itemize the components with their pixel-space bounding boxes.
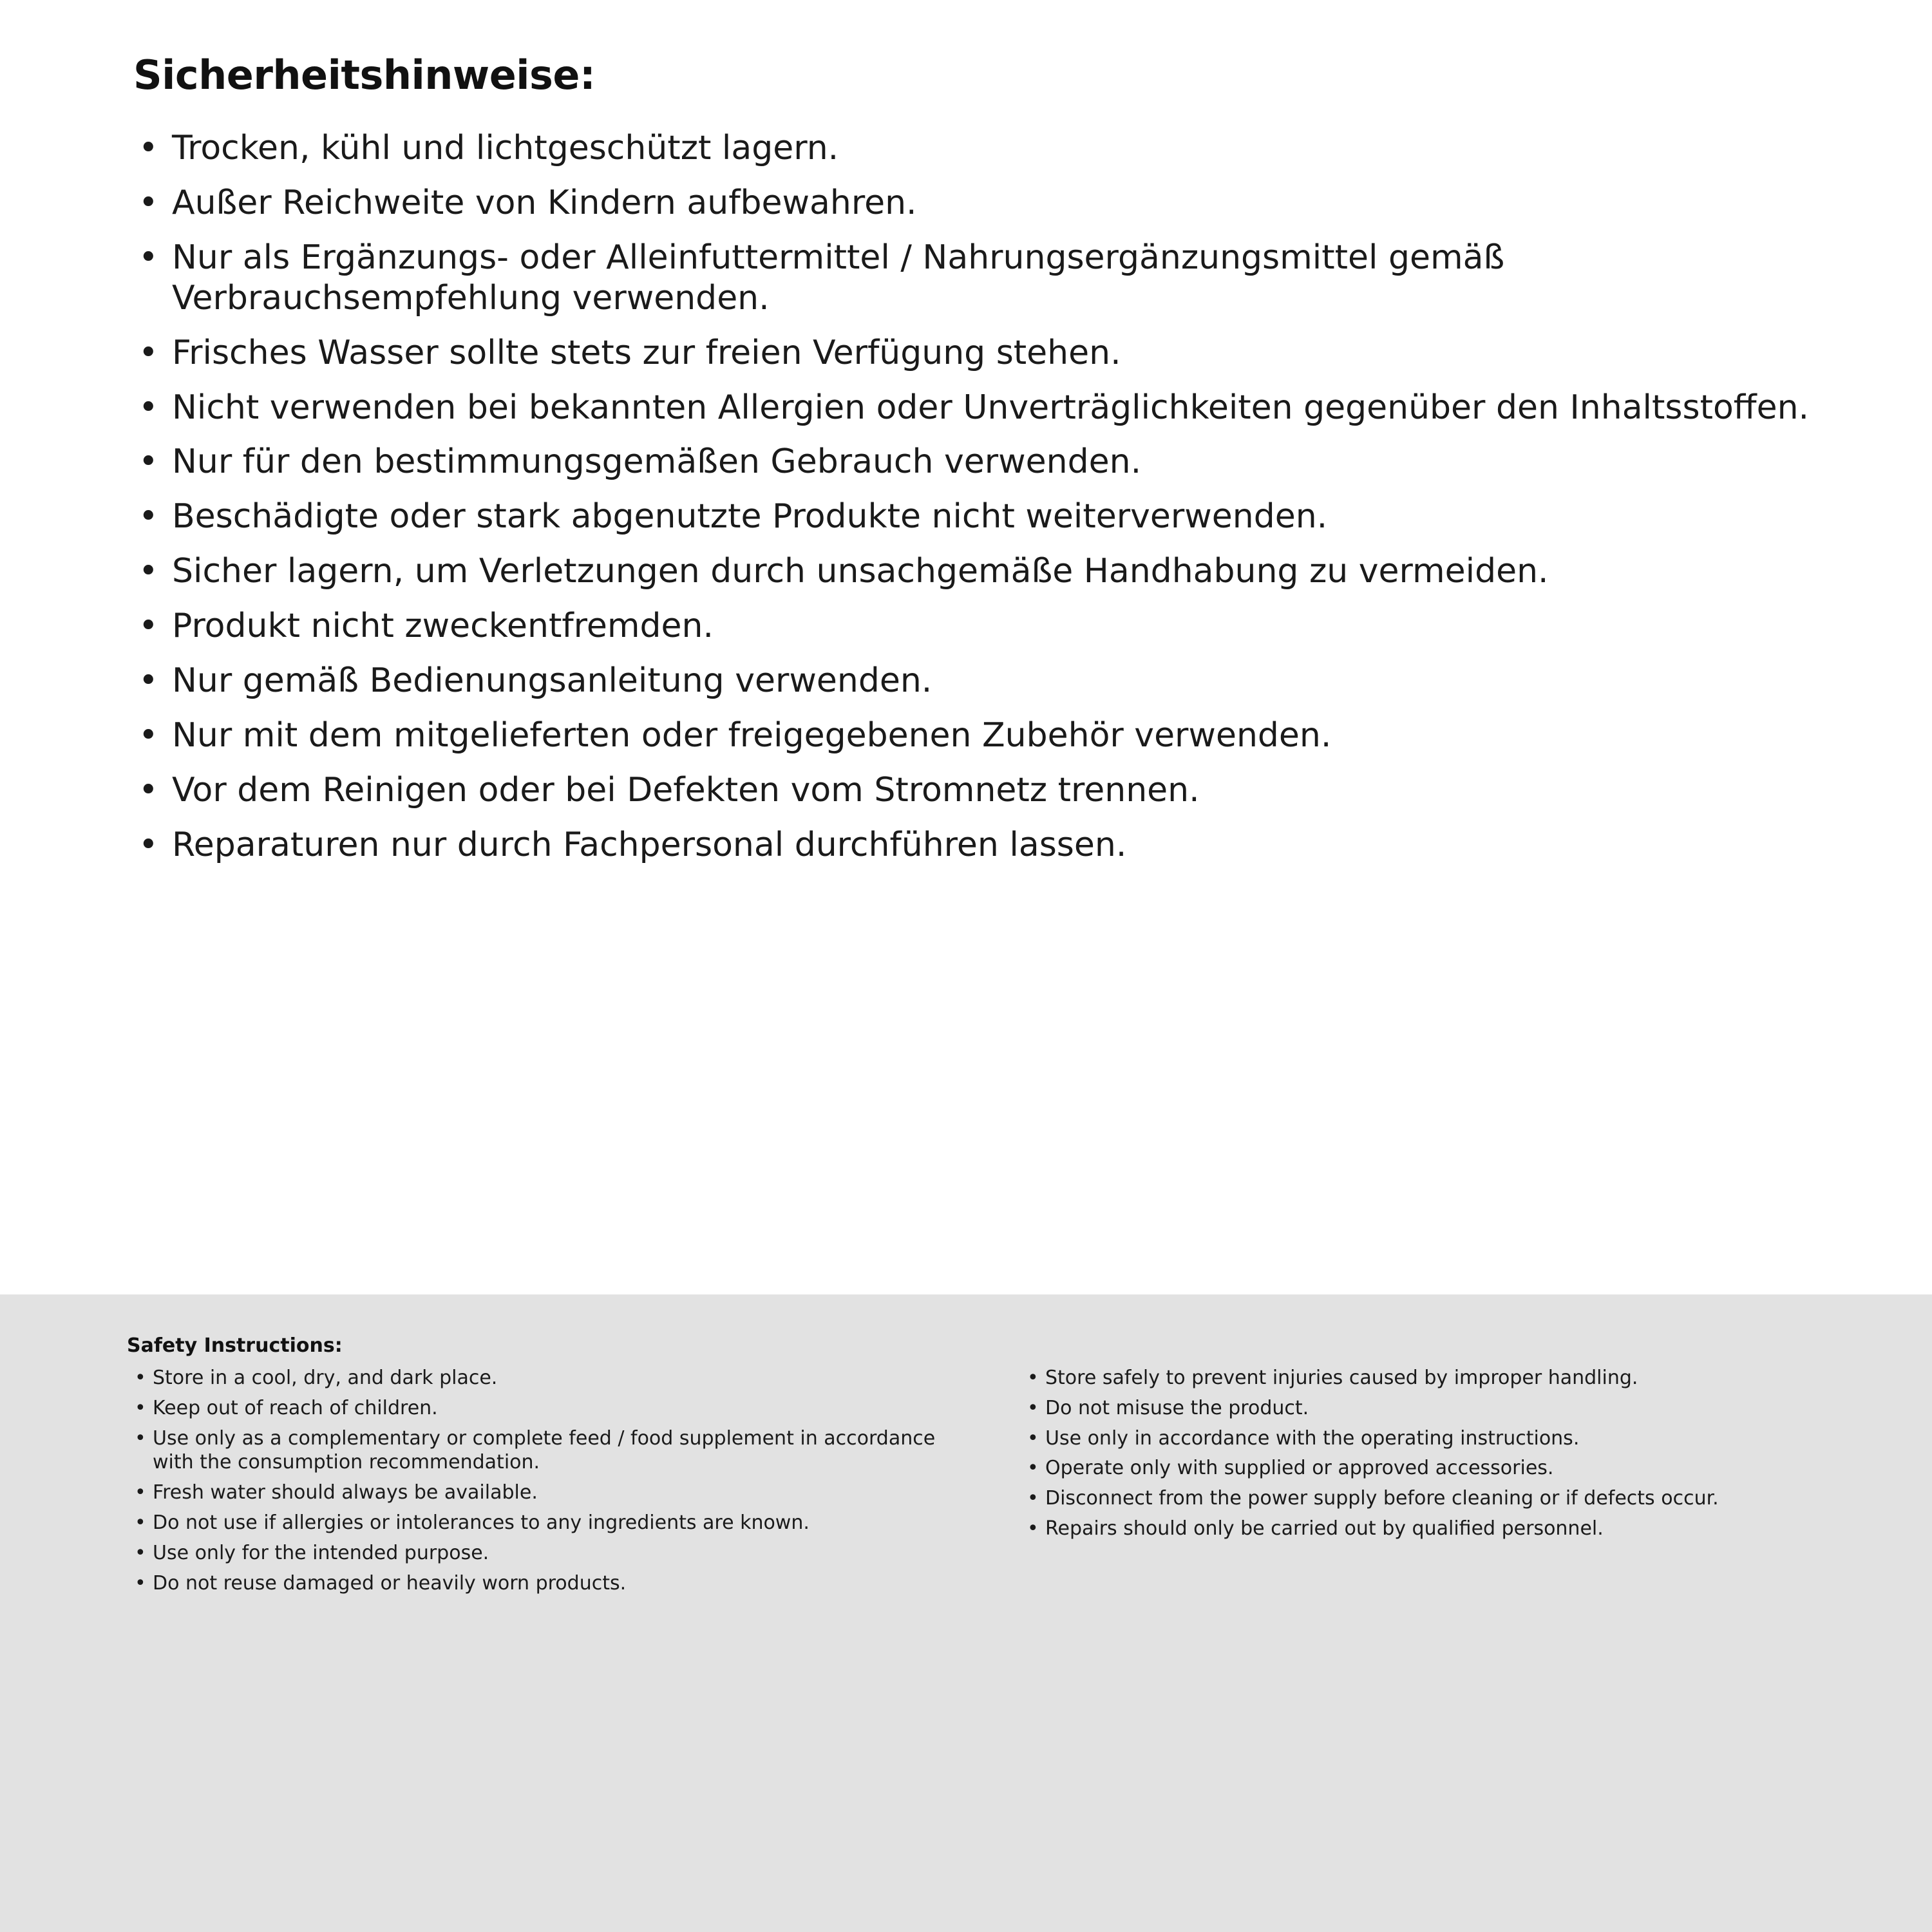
bullet-icon: • xyxy=(138,238,158,277)
list-item-text: Disconnect from the power supply before cleaning or if defects occur. xyxy=(1045,1487,1719,1510)
bullet-icon: • xyxy=(1027,1517,1039,1540)
list-item-text: Store safely to prevent injuries caused by improper handling. xyxy=(1045,1367,1638,1389)
list-item-text: Nur gemäß Bedienungsanleitung verwenden. xyxy=(172,661,933,701)
list-item xyxy=(126,1396,956,1421)
list-item-text: Repairs should only be carried out by qualified personnel. xyxy=(1045,1517,1604,1540)
list-item xyxy=(1018,1517,1849,1541)
list-item-text: Store in a cool, dry, and dark place. xyxy=(153,1367,498,1389)
list-item-text: Nur für den bestimmungsgemäßen Gebrauch verwenden. xyxy=(172,442,1142,482)
bullet-icon: • xyxy=(135,1511,146,1534)
list-item-text: Use only in accordance with the operating instructions. xyxy=(1045,1426,1580,1450)
list-item-text: Vor dem Reinigen oder bei Defekten vom Stromnetz trennen. xyxy=(172,770,1200,810)
list-item xyxy=(126,770,1855,811)
german-heading: Sicherheitshinweise: xyxy=(133,52,596,99)
bullet-icon: • xyxy=(138,183,158,222)
list-item xyxy=(1018,1486,1849,1511)
list-item xyxy=(1018,1396,1849,1421)
list-item-text: Reparaturen nur durch Fachpersonal durchführen lassen. xyxy=(172,825,1127,864)
bullet-icon: • xyxy=(1027,1487,1039,1510)
list-item xyxy=(126,128,1855,169)
list-item xyxy=(126,661,1855,701)
bullet-icon: • xyxy=(138,825,158,864)
list-item xyxy=(126,551,1855,592)
list-item-text: Fresh water should always be available. xyxy=(153,1481,538,1504)
list-item xyxy=(1018,1366,1849,1390)
list-item xyxy=(126,238,1855,319)
english-columns xyxy=(126,1366,1855,1601)
list-item xyxy=(126,1366,956,1390)
list-item xyxy=(126,1511,956,1535)
bullet-icon: • xyxy=(135,1426,146,1450)
bullet-icon: • xyxy=(1027,1457,1039,1480)
bullet-icon: • xyxy=(135,1571,146,1595)
english-safety-section xyxy=(0,1294,1932,1932)
bullet-icon: • xyxy=(138,552,158,591)
list-item xyxy=(126,1571,956,1596)
list-item xyxy=(1018,1426,1849,1451)
list-item xyxy=(126,825,1855,866)
english-heading: Safety Instructions: xyxy=(127,1334,343,1357)
bullet-icon: • xyxy=(135,1367,146,1389)
list-item xyxy=(126,715,1855,756)
bullet-icon: • xyxy=(138,607,158,646)
list-item-text: Do not reuse damaged or heavily worn products. xyxy=(153,1571,627,1595)
list-item xyxy=(126,333,1855,374)
list-item-text: Trocken, kühl und lichtgeschützt lagern. xyxy=(172,129,839,167)
bullet-icon: • xyxy=(1027,1367,1039,1389)
list-item xyxy=(1018,1456,1849,1481)
list-item xyxy=(126,388,1855,428)
list-item-text: Do not misuse the product. xyxy=(1045,1396,1309,1419)
list-item xyxy=(126,1426,956,1475)
bullet-icon: • xyxy=(138,661,158,701)
list-item-text: Keep out of reach of children. xyxy=(153,1396,438,1419)
english-column-left xyxy=(126,1366,956,1601)
german-safety-list xyxy=(126,128,1855,866)
bullet-icon: • xyxy=(1027,1396,1039,1419)
list-item-text: Produkt nicht zweckentfremden. xyxy=(172,607,714,646)
list-item-text: Sicher lagern, um Verletzungen durch unsachgemäße Handhabung zu vermeiden. xyxy=(172,552,1549,591)
list-item-text: Außer Reichweite von Kindern aufbewahren. xyxy=(172,183,917,222)
list-item xyxy=(126,1481,956,1505)
bullet-icon: • xyxy=(135,1396,146,1419)
bullet-icon: • xyxy=(135,1481,146,1504)
list-item xyxy=(126,442,1855,482)
list-item-text: Use only for the intended purpose. xyxy=(153,1541,489,1564)
list-item-text: Nur als Ergänzungs- oder Alleinfuttermittel / Nahrungsergänzungsmittel gemäß Verbrauchsempfehlung verwenden. xyxy=(172,238,1505,317)
list-item-text: Nur mit dem mitgelieferten oder freigegebenen Zubehör verwenden. xyxy=(172,715,1332,755)
list-item xyxy=(126,1541,956,1566)
list-item xyxy=(126,497,1855,537)
list-item xyxy=(126,183,1855,223)
bullet-icon: • xyxy=(138,388,158,427)
list-item-text: Do not use if allergies or intolerances to any ingredients are known. xyxy=(153,1511,810,1534)
list-item-text: Operate only with supplied or approved accessories. xyxy=(1045,1457,1554,1480)
bullet-icon: • xyxy=(138,715,158,755)
bullet-icon: • xyxy=(138,497,158,536)
bullet-icon: • xyxy=(138,770,158,810)
english-column-right xyxy=(1018,1366,1849,1547)
english-safety-list-left xyxy=(126,1366,956,1595)
list-item-text: Nicht verwenden bei bekannten Allergien oder Unverträglichkeiten gegenüber den Inhaltsstoffen. xyxy=(172,388,1810,427)
bullet-icon: • xyxy=(135,1541,146,1564)
list-item-text: Frisches Wasser sollte stets zur freien Verfügung stehen. xyxy=(172,333,1121,372)
bullet-icon: • xyxy=(138,333,158,372)
bullet-icon: • xyxy=(138,442,158,482)
english-safety-list-right xyxy=(1018,1366,1849,1541)
list-item-text: Beschädigte oder stark abgenutzte Produkte nicht weiterverwenden. xyxy=(172,497,1328,536)
bullet-icon: • xyxy=(138,129,158,167)
bullet-icon: • xyxy=(1027,1426,1039,1450)
list-item-text: Use only as a complementary or complete feed / food supplement in accordance with the consumption recommendation. xyxy=(153,1426,936,1474)
list-item xyxy=(126,606,1855,647)
